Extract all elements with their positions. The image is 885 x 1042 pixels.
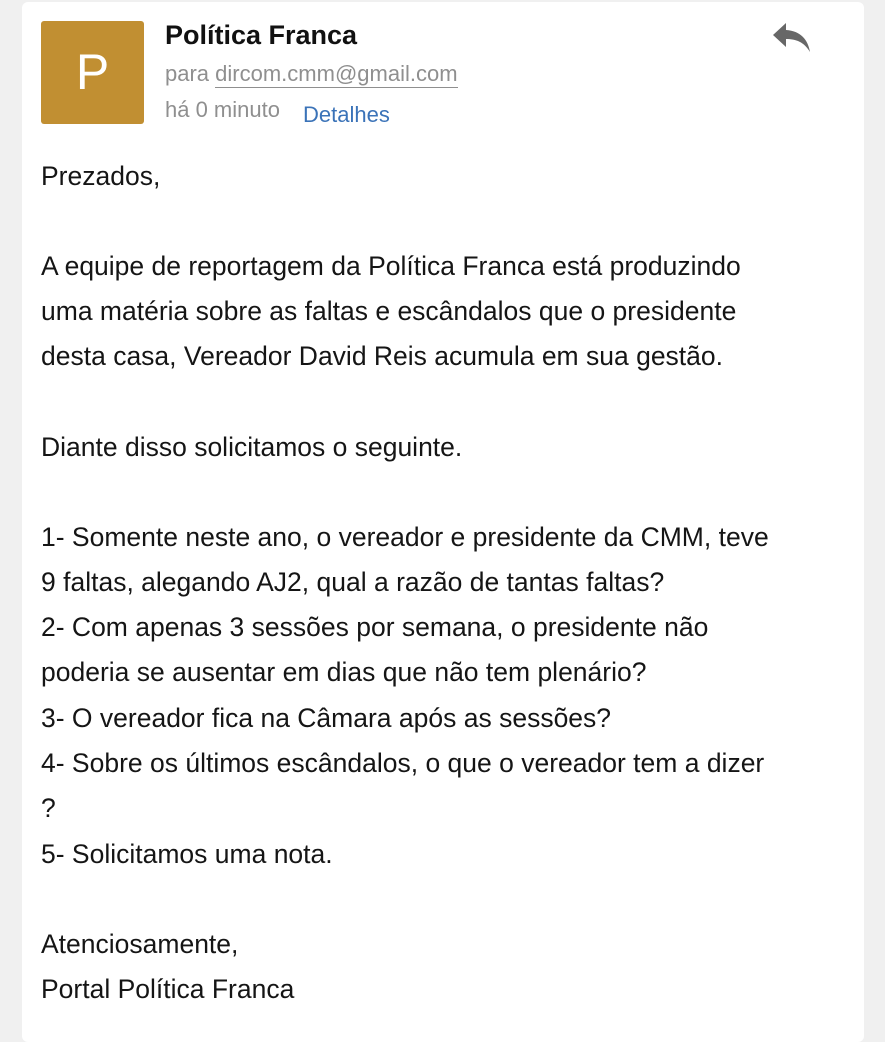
- question-line-6: 4- Sobre os últimos escândalos, o que o vereador tem a dizer: [41, 748, 765, 778]
- sender-avatar: P: [41, 21, 144, 124]
- question-line-8: 5- Solicitamos uma nota.: [41, 839, 333, 869]
- paragraph1-line-3: desta casa, Vereador David Reis acumula em sua gestão.: [41, 341, 724, 371]
- question-line-5: 3- O vereador fica na Câmara após as sessões?: [41, 703, 612, 733]
- email-timestamp: há 0 minuto: [165, 97, 280, 122]
- details-link[interactable]: Detalhes: [303, 102, 390, 127]
- question-line-7: ?: [41, 793, 56, 823]
- email-signature: Portal Política Franca: [41, 974, 295, 1004]
- question-line-4: poderia se ausentar em dias que não tem plenário?: [41, 657, 647, 687]
- request-intro: Diante disso solicitamos o seguinte.: [41, 432, 463, 462]
- recipient-line: [165, 61, 458, 87]
- recipient-prefix: para: [165, 61, 210, 86]
- paragraph1-line-2: uma matéria sobre as faltas e escândalos que o presidente: [41, 296, 737, 326]
- question-line-1: 1- Somente neste ano, o vereador e presidente da CMM, teve: [41, 522, 769, 552]
- email-greeting: Prezados,: [41, 161, 161, 191]
- question-line-3: 2- Com apenas 3 sessões por semana, o presidente não: [41, 612, 709, 642]
- recipient-address[interactable]: dircom.cmm@gmail.com: [215, 61, 458, 86]
- email-closing: Atenciosamente,: [41, 929, 239, 959]
- reply-arrow-icon[interactable]: [770, 20, 814, 56]
- question-line-2: 9 faltas, alegando AJ2, qual a razão de tantas faltas?: [41, 567, 665, 597]
- sender-name: Política Franca: [165, 20, 358, 50]
- paragraph1-line-1: A equipe de reportagem da Política Franca está produzindo: [41, 251, 741, 281]
